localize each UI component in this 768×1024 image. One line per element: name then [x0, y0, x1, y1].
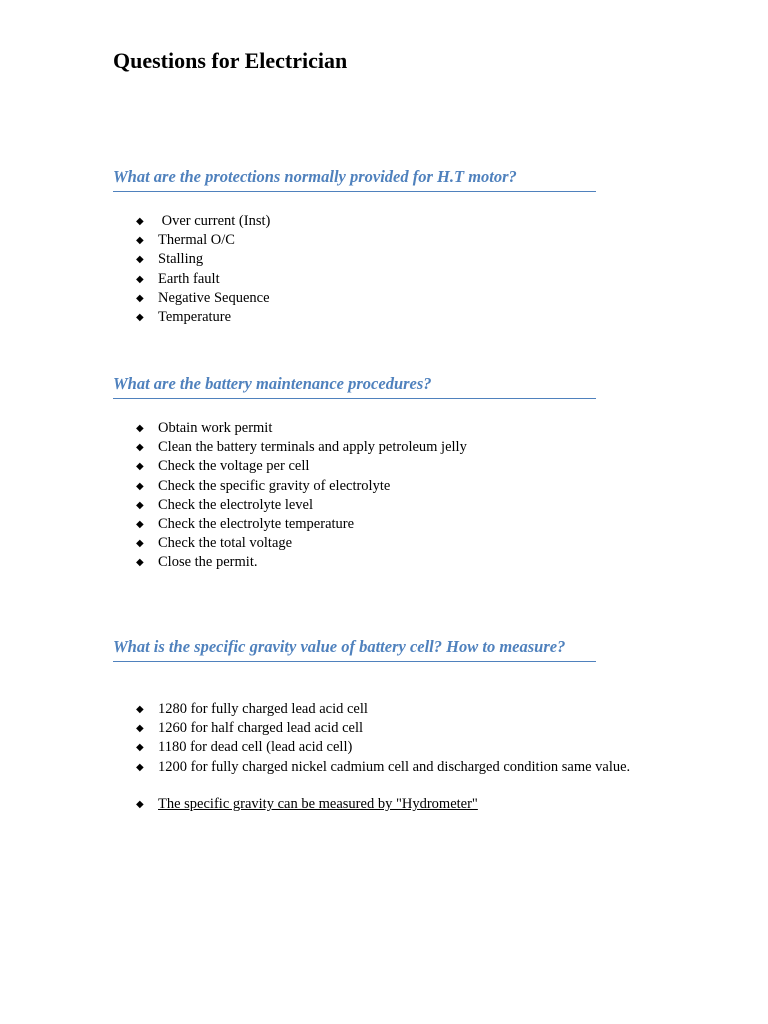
black-diamond-icon: ◆: [136, 442, 144, 454]
list-item: [136, 795, 478, 814]
black-diamond-icon: ◆: [136, 312, 144, 324]
answer-list-ht-motor: [136, 212, 270, 327]
list-item: ◆ Thermal O/C: [136, 231, 270, 250]
question-heading-battery-maintenance: What are the battery maintenance procedures?: [113, 373, 596, 399]
list-item: ◆ Negative Sequence: [136, 289, 270, 308]
black-diamond-icon: ◆: [136, 461, 144, 473]
list-item: ◆ Check the electrolyte level: [136, 496, 467, 515]
black-diamond-icon: ◆: [136, 557, 144, 569]
list-item: ◆ Close the permit.: [136, 553, 467, 572]
black-diamond-icon: ◆: [136, 723, 144, 735]
question-heading-specific-gravity: What is the specific gravity value of battery cell? How to measure?: [113, 636, 596, 662]
black-diamond-icon: ◆: [136, 499, 144, 511]
list-item: ◆ 1180 for dead cell (lead acid cell): [136, 738, 630, 757]
list-item: ◆ Check the total voltage: [136, 534, 467, 553]
black-diamond-icon: ◆: [136, 216, 144, 228]
black-diamond-icon: ◆: [136, 254, 144, 266]
black-diamond-icon: ◆: [136, 538, 144, 550]
list-item: ◆ 1260 for half charged lead acid cell: [136, 719, 630, 738]
answer-list-battery-maintenance: [136, 419, 467, 573]
answer-list-specific-gravity: [136, 700, 630, 777]
black-diamond-icon: ◆: [136, 480, 144, 492]
list-item: ◆ Check the electrolyte temperature: [136, 515, 467, 534]
black-diamond-icon: ◆: [136, 799, 144, 811]
black-diamond-icon: ◆: [136, 292, 144, 304]
page-title: Questions for Electrician: [113, 48, 348, 73]
list-item: ◆ Clean the battery terminals and apply petroleum jelly: [136, 438, 467, 457]
hydrometer-note-list: [136, 795, 478, 814]
black-diamond-icon: ◆: [136, 235, 144, 247]
list-item: ◆ Earth fault: [136, 270, 270, 289]
list-item: ◆ Over current (Inst): [136, 212, 270, 231]
hydrometer-note: The specific gravity can be measured by "Hydrometer": [158, 796, 478, 812]
list-item: ◆ Obtain work permit: [136, 419, 467, 438]
list-item: ◆ 1200 for fully charged nickel cadmium cell and discharged condition same value.: [136, 758, 630, 777]
black-diamond-icon: ◆: [136, 423, 144, 435]
list-item: ◆ Check the voltage per cell: [136, 457, 467, 476]
black-diamond-icon: ◆: [136, 742, 144, 754]
list-item: ◆ Stalling: [136, 250, 270, 269]
question-heading-ht-motor: What are the protections normally provided for H.T motor?: [113, 166, 596, 192]
list-item: ◆ Check the specific gravity of electrolyte: [136, 477, 467, 496]
black-diamond-icon: ◆: [136, 519, 144, 531]
black-diamond-icon: ◆: [136, 761, 144, 773]
black-diamond-icon: ◆: [136, 704, 144, 716]
list-item: ◆ 1280 for fully charged lead acid cell: [136, 700, 630, 719]
black-diamond-icon: ◆: [136, 273, 144, 285]
list-item: ◆ Temperature: [136, 308, 270, 327]
